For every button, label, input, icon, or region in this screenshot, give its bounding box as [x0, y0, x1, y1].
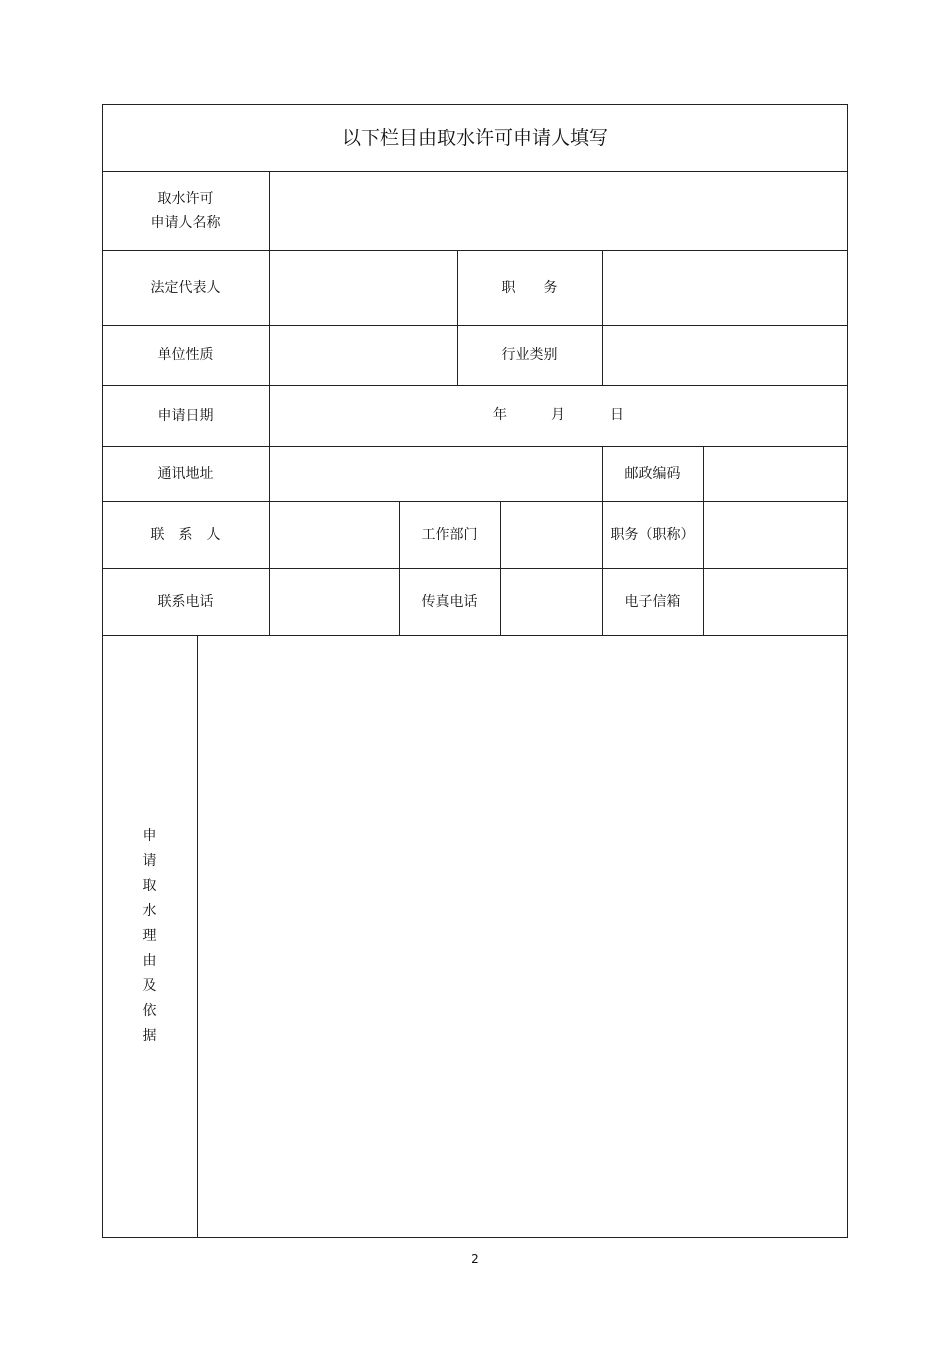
title-field[interactable]: [703, 501, 847, 568]
title-label: 职务（职称）: [610, 526, 695, 543]
date-year: 年: [493, 407, 507, 423]
department-field[interactable]: [500, 501, 602, 568]
reason-char: 由: [142, 952, 157, 969]
applicant-name-label-line1: 取水许可: [157, 190, 214, 207]
applicant-name-label: [102, 171, 269, 250]
address-label: 通讯地址: [157, 465, 214, 482]
postcode-field[interactable]: [703, 446, 847, 501]
applicant-name-field[interactable]: [269, 171, 847, 250]
apply-date-label: 申请日期: [157, 407, 214, 424]
phone-label: 联系电话: [157, 593, 214, 610]
postcode-label: 邮政编码: [624, 465, 681, 482]
phone-field[interactable]: [269, 568, 399, 635]
industry-field[interactable]: [602, 325, 847, 385]
reason-char: 据: [142, 1027, 157, 1044]
reason-field[interactable]: [197, 635, 847, 1237]
reason-char: 水: [142, 902, 157, 919]
unit-nature-field[interactable]: [269, 325, 457, 385]
form-header: 以下栏目由取水许可申请人填写: [341, 126, 608, 149]
contact-label: 联 系 人: [150, 526, 221, 543]
legal-rep-label: 法定代表人: [150, 279, 221, 296]
position-label: 职 务: [501, 279, 558, 296]
unit-nature-label: 单位性质: [157, 347, 214, 363]
fax-field[interactable]: [500, 568, 602, 635]
fax-label: 传真电话: [421, 593, 478, 610]
department-label: 工作部门: [421, 526, 478, 543]
reason-label: [102, 635, 197, 1237]
legal-rep-field[interactable]: [269, 250, 457, 325]
date-day: 日: [610, 407, 624, 423]
position-field[interactable]: [602, 250, 847, 325]
address-field[interactable]: [269, 446, 602, 501]
page-number: 2: [471, 1252, 479, 1266]
border-bottom: [102, 1237, 848, 1238]
reason-char: 及: [142, 977, 157, 994]
email-label: 电子信箱: [624, 593, 681, 610]
reason-char: 理: [142, 927, 157, 944]
industry-label: 行业类别: [501, 347, 558, 363]
email-field[interactable]: [703, 568, 847, 635]
reason-char: 取: [142, 877, 157, 894]
border-right: [847, 104, 848, 1238]
reason-char: 申: [142, 827, 157, 844]
contact-field[interactable]: [269, 501, 399, 568]
reason-char: 请: [142, 852, 157, 869]
applicant-name-label-line2: 申请人名称: [150, 214, 221, 231]
date-month: 月: [551, 407, 565, 423]
reason-char: 依: [142, 1002, 157, 1019]
